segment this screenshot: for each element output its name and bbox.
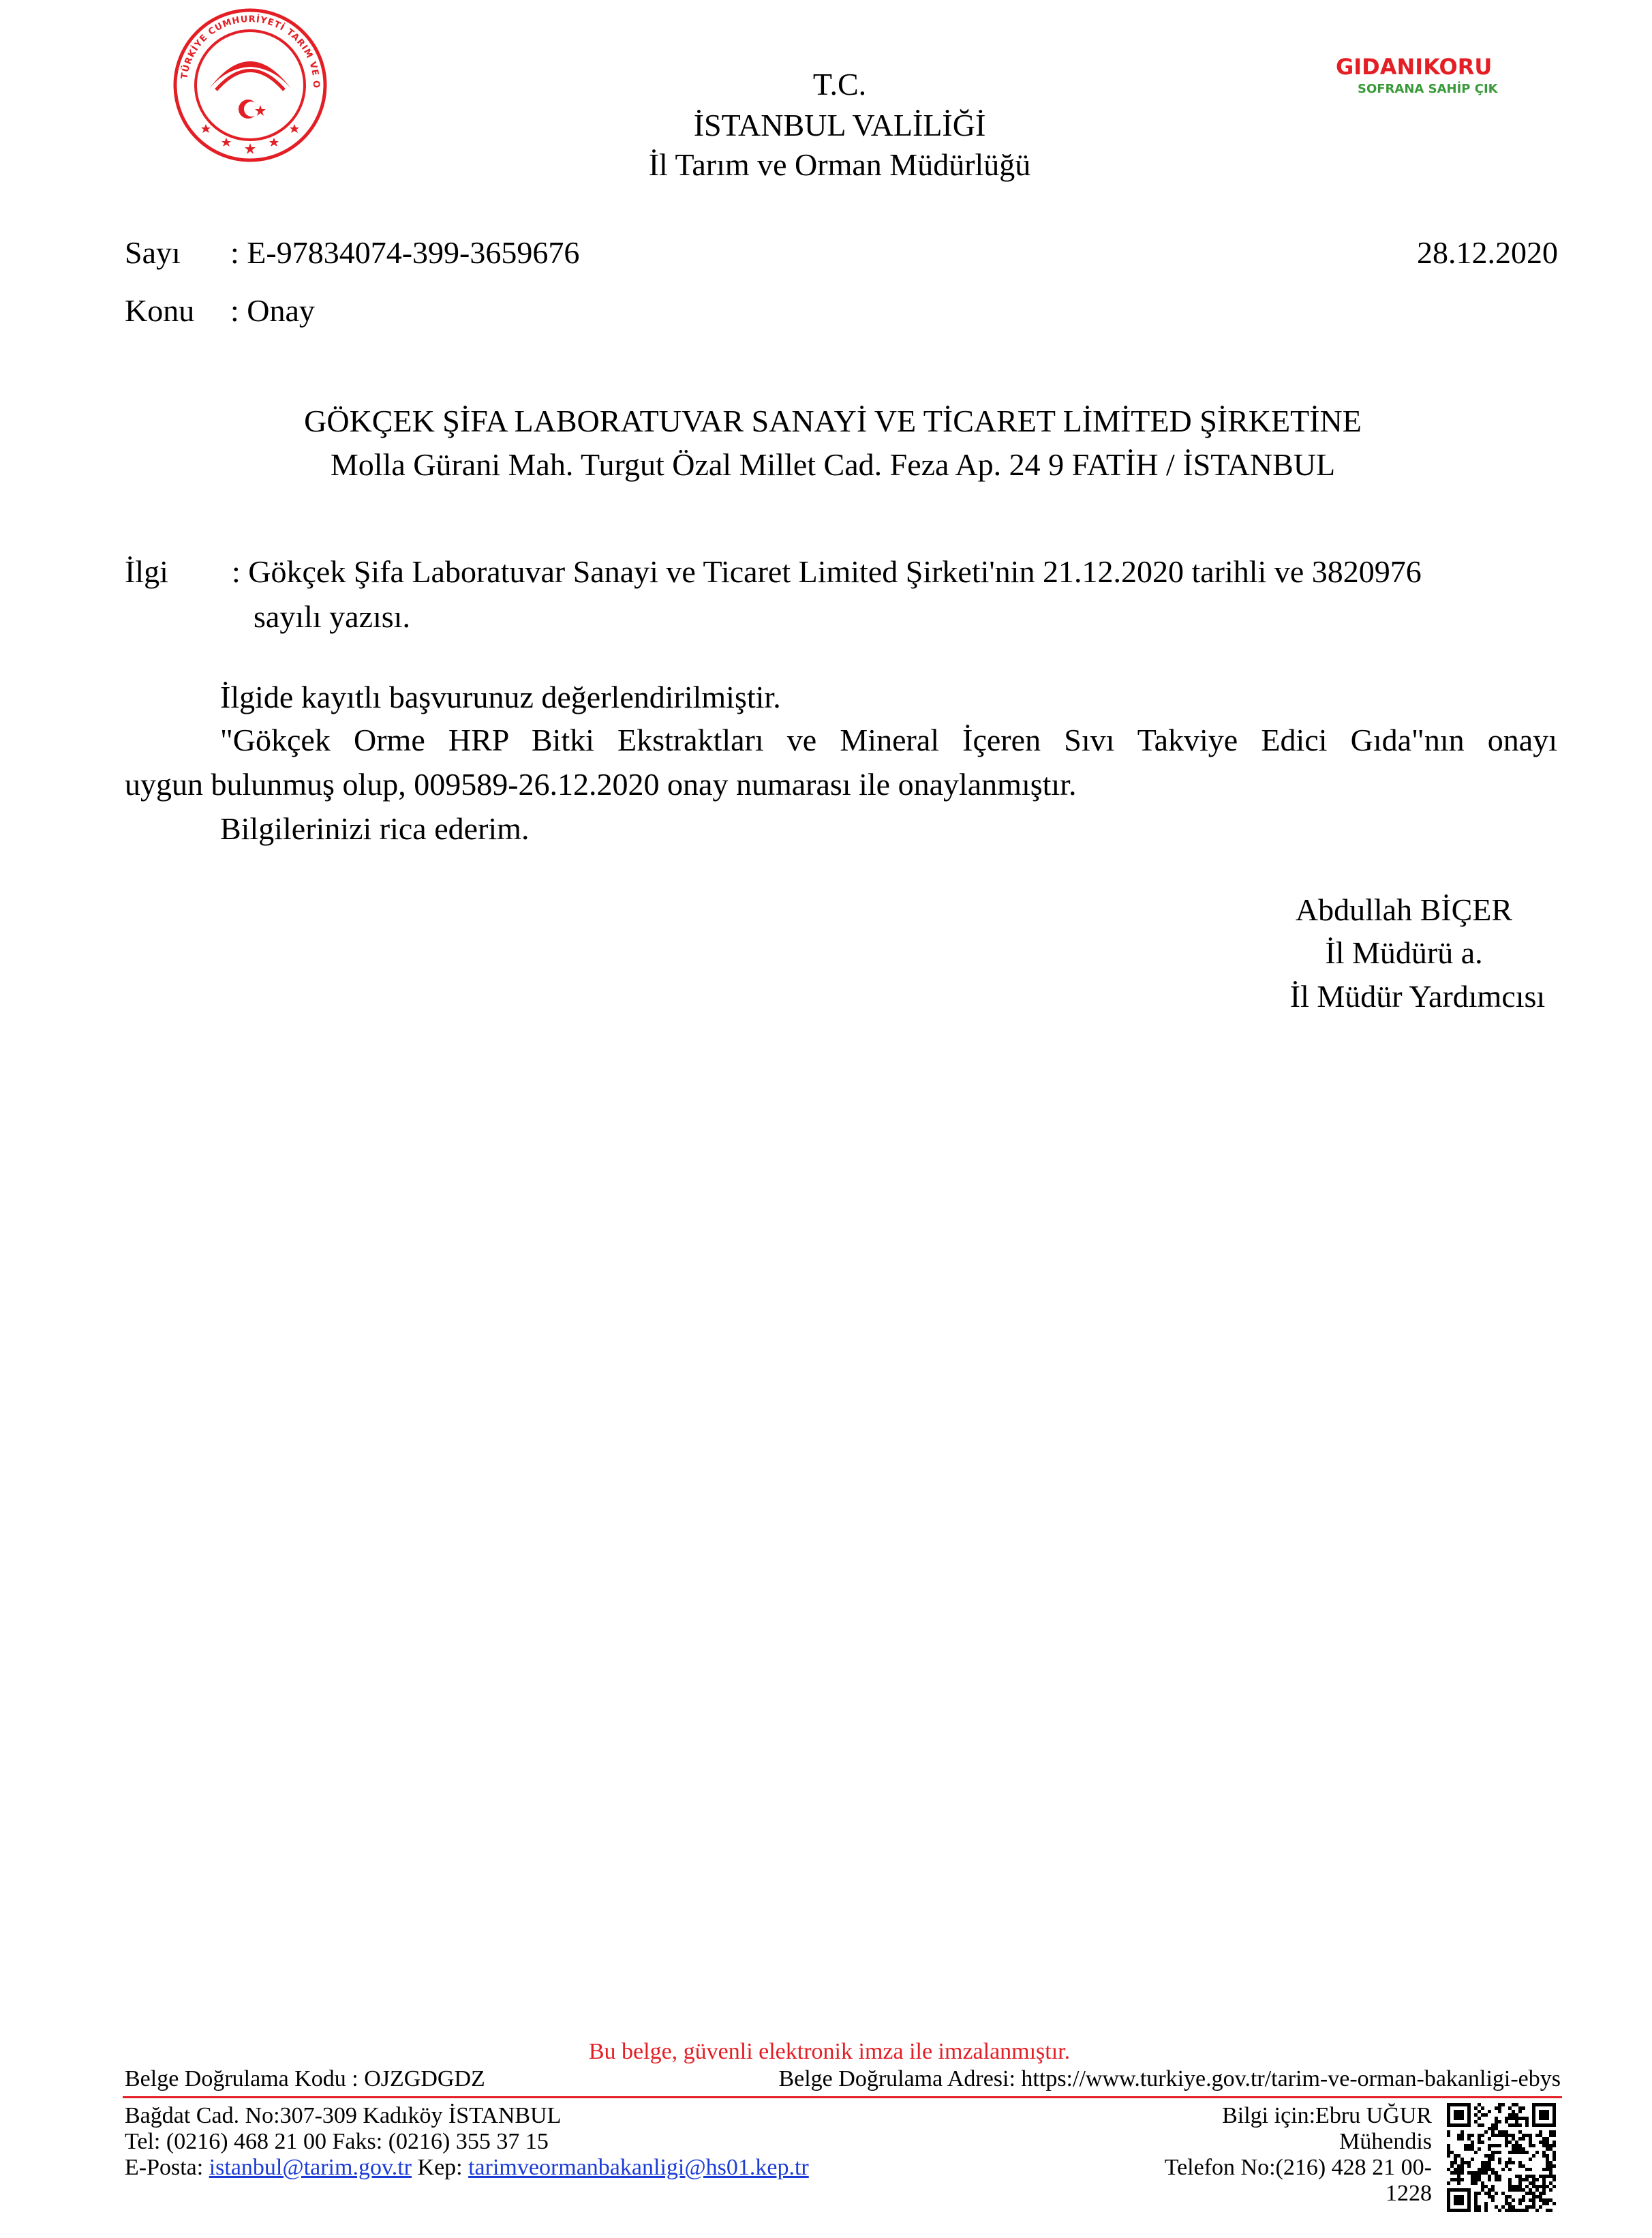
body-paragraph-3: Bilgilerinizi rica ederim. <box>220 811 530 846</box>
kep-label: Kep: <box>417 2155 463 2180</box>
body-paragraph-1: İlgide kayıtlı başvurunuz değerlendirilmiştir. <box>220 680 781 714</box>
ilgi-line2: sayılı yazısı. <box>254 599 410 634</box>
esign-notice: Bu belge, güvenli elektronik imza ile imzalanmıştır. <box>588 2039 1071 2064</box>
verification-address: Belge Doğrulama Adresi: https://www.turkiye.gov.tr/tarim-ve-orman-bakanligi-ebys <box>778 2066 1561 2091</box>
info-contact-title: Mühendis <box>1339 2129 1432 2154</box>
recipient-address: Molla Gürani Mah. Turgut Özal Millet Cad. Feza Ap. 24 9 FATİH / İSTANBUL <box>330 447 1336 482</box>
sayi-label: Sayı <box>125 235 181 270</box>
header-valilik: İSTANBUL VALİLİĞİ <box>693 108 986 142</box>
email-label: E-Posta: <box>125 2155 204 2180</box>
ilgi-label: İlgi <box>125 554 168 589</box>
sayi-value: : E-97834074-399-3659676 <box>230 235 580 270</box>
email-link[interactable]: istanbul@tarim.gov.tr <box>209 2155 412 2180</box>
svg-text:TÜRKİYE CUMHURİYETİ TARIM VE O: TÜRKİYE CUMHURİYETİ TARIM VE O <box>179 14 322 89</box>
info-contact-phone: Telefon No:(216) 428 21 00- <box>1164 2155 1432 2180</box>
footer-divider <box>123 2096 1562 2098</box>
info-contact-name: Bilgi için:Ebru UĞUR <box>1222 2103 1432 2128</box>
signatory-name: Abdullah BİÇER <box>1295 892 1513 927</box>
signatory-title-2: İl Müdür Yardımcısı <box>1289 979 1546 1014</box>
info-contact-phone-ext: 1228 <box>1386 2181 1432 2206</box>
verification-code: Belge Doğrulama Kodu : OJZGDGDZ <box>125 2066 485 2091</box>
konu-value: : Onay <box>230 293 315 328</box>
kep-link[interactable]: tarimveormanbakanligi@hs01.kep.tr <box>468 2155 809 2180</box>
ilgi-line1: : Gökçek Şifa Laboratuvar Sanayi ve Ticaret Limited Şirketi'nin 21.12.2020 tarihli ve 3820976 <box>232 554 1422 589</box>
verification-qr-code <box>1447 2103 1556 2212</box>
konu-label: Konu <box>125 293 195 328</box>
signatory-title-1: İl Müdürü a. <box>1325 935 1483 970</box>
document-date: 28.12.2020 <box>1417 235 1558 270</box>
logo-slogan: SOFRANA SAHİP ÇIK <box>1358 82 1498 96</box>
footer-contact-line <box>125 2154 809 2181</box>
header-tc: T.C. <box>812 67 867 102</box>
logo-word-koru: KORU <box>1423 54 1493 80</box>
body-paragraph-2-line-1: "Gökçek Orme HRP Bitki Ekstraktları ve Mineral İçeren Sıvı Takviye Edici Gıda"nın onayı <box>220 723 1557 757</box>
recipient-name: GÖKÇEK ŞİFA LABORATUVAR SANAYİ VE TİCARET LİMİTED ŞİRKETİNE <box>304 404 1362 438</box>
header-mudurluk: İl Tarım ve Orman Müdürlüğü <box>648 147 1031 182</box>
footer-phone: Tel: (0216) 468 21 00 Faks: (0216) 355 37 15 <box>125 2129 549 2154</box>
logo-word-gidani: GIDANI <box>1336 54 1424 80</box>
body-paragraph-2-line-2: uygun bulunmuş olup, 009589-26.12.2020 onay numarası ile onaylanmıştır. <box>125 767 1077 802</box>
footer-address: Bağdat Cad. No:307-309 Kadıköy İSTANBUL <box>125 2103 562 2128</box>
